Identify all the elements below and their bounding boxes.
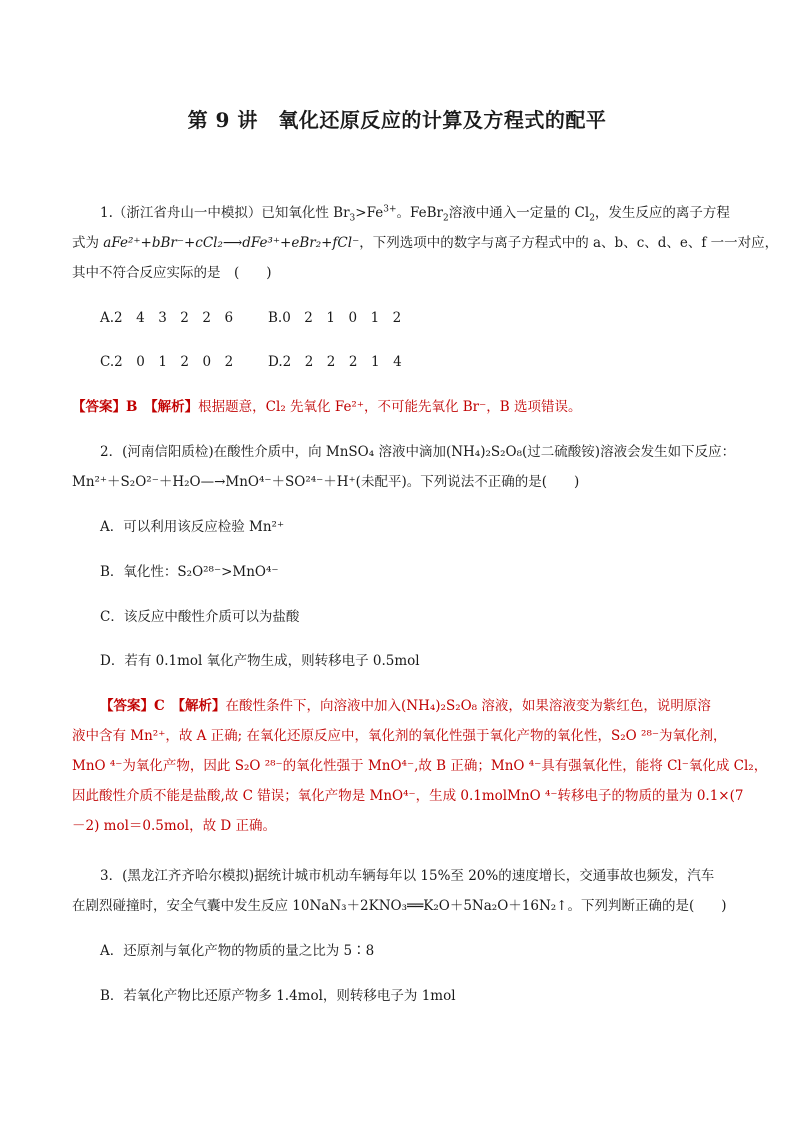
q1-option-d: D.2 2 2 2 1 4 [268,354,402,370]
q1-equation: aFe²⁺+bBr⁻+cCl₂⟶dFe³⁺+eBr₂+fCl⁻ [103,235,360,251]
q3-option-a: A．还原剂与氧化产物的物质的量之比为 5∶8 [100,943,375,959]
q1-l2-a: 式为 [72,235,104,251]
q1-text-b: >Fe [355,205,384,221]
q2-answer-line-3: MnO ⁴⁻为氧化产物，因此 S₂O ²⁸⁻的氧化性强于 MnO⁴⁻,故 B 正确；MnO ⁴⁻具有强氧化性，能将 Cl⁻氧化成 Cl₂， [72,758,768,774]
q2-answer-line-5: －2) mol＝0.5mol，故 D 正确。 [72,818,277,834]
q2-option-c: C．该反应中酸性介质可以为盐酸 [100,609,300,625]
q2-option-d: D．若有 0.1mol 氧化产物生成，则转移电子 0.5mol [100,653,420,669]
q1-option-a: A.2 4 3 2 2 6 [100,310,234,326]
q1-text-e: ，发生反应的离子方程 [594,205,730,221]
q1-answer-tag: 【答案】B 【解析】 [72,399,199,415]
q3-option-b: B．若氧化产物比还原产物多 1.4mol，则转移电子为 1mol [100,988,456,1004]
q1-line-2 [72,233,779,253]
q1-options-row-1 [100,308,760,328]
q1-sub-d: 2 [589,213,595,224]
q2-answer-line-1 [100,696,760,716]
q2-answer-tag: 【答案】C 【解析】 [100,698,226,714]
q2-answer-text-1: 在酸性条件下，向溶液中加入(NH₄)₂S₂O₈ 溶液，如果溶液变为紫红色，说明原溶 [225,698,711,714]
q1-text-c: 。FeBr [396,205,443,221]
q1-text-d: 溶液中通入一定量的 Cl [448,205,590,221]
q1-answer [72,397,732,417]
page-title: 第 9 讲 氧化还原反应的计算及方程式的配平 [187,108,607,132]
q1-line-1 [100,203,760,223]
q2-answer-line-2: 液中含有 Mn²⁺，故 A 正确; 在氧化还原反应中，氧化剂的氧化性强于氧化产物的氧化性，S₂O ²⁸⁻为氧化剂， [72,728,727,744]
q1-answer-text: 根据题意，Cl₂ 先氧化 Fe²⁺，不可能先氧化 Br⁻，B 选项错误。 [198,399,582,415]
q2-line-1: 2．(河南信阳质检)在酸性介质中，向 MnSO₄ 溶液中滴加(NH₄)₂S₂O₈(过二硫酸铵)溶液会发生如下反应： [100,444,736,460]
q1-sub-a: 3 [349,213,356,224]
q2-option-a: A．可以利用该反应检验 Mn²⁺ [100,519,285,535]
q1-options-row-2 [100,352,760,372]
q3-line-1: 3．(黑龙江齐齐哈尔模拟)据统计城市机动车辆每年以 15%至 20%的速度增长，交通事故也频发，汽车 [100,868,715,884]
q1-sub-c: 2 [443,213,449,224]
q1-option-c: C.2 0 1 2 0 2 [100,354,234,370]
q3-line-2: 在剧烈碰撞时，安全气囊中发生反应 10NaN₃＋2KNO₃══K₂O＋5Na₂O＋16N₂↑。下列判断正确的是( ) [72,898,727,914]
q1-l2-b: ，下列选项中的数字与离子方程式中的 a、b、c、d、e、f 一一对应， [359,235,779,251]
q1-line-3: 其中不符合反应实际的是 ( ) [72,265,272,281]
q2-option-b: B．氧化性：S₂O²⁸⁻>MnO⁴⁻ [100,564,279,580]
q2-answer-line-4: 因此酸性介质不能是盐酸,故 C 错误；氧化产物是 MnO⁴⁻，生成 0.1molMnO ⁴⁻转移电子的物质的量为 0.1×(7 [72,788,744,804]
q1-text-a: 1.（浙江省舟山一中模拟）已知氧化性 Br [100,205,350,221]
q1-sup-b: 3+ [383,204,397,215]
q2-line-2: Mn²⁺＋S₂O²⁻＋H₂O—→MnO⁴⁻＋SO²⁴⁻＋H⁺(未配平)。下列说法不正确的是( ) [72,474,580,490]
q1-option-b: B.0 2 1 0 1 2 [268,310,402,326]
